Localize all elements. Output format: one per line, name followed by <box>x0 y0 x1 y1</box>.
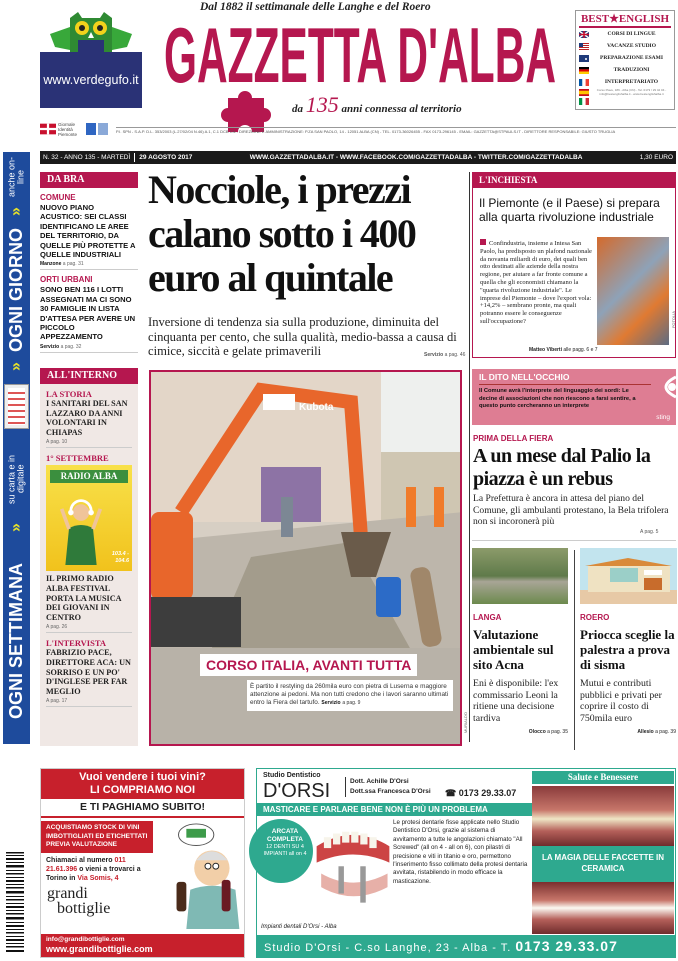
ad-studio-label: Studio Dentistico <box>263 772 321 779</box>
photo-story-text: È partito il restyling da 260mila euro con pietra di Luserna e maggiore attenzione ai pedoni. Ma non tutti credono che i lavori saranno ultimati entro la Fiera del tartufo. Servizio a pag. 9 <box>247 680 453 711</box>
anni-pre: da <box>292 103 303 115</box>
arcata-completa-badge: ARCATA COMPLETA 12 DENTI SU 4 IMPIANTI all on 4 <box>249 819 313 883</box>
best-english-ad[interactable] <box>575 10 675 110</box>
kicker: ORTI URBANI <box>40 275 93 285</box>
teeth-after-photo <box>532 882 674 934</box>
item-page: A pag. 10 <box>46 439 132 448</box>
girl-headphones-illustration <box>58 493 104 568</box>
fisc-logo-icon <box>86 123 108 135</box>
photo-story-source: Servizio <box>321 700 341 707</box>
interno-section <box>40 368 138 746</box>
roero-kicker: ROERO <box>580 613 610 622</box>
interno-item[interactable] <box>46 453 132 633</box>
ad-dentist-caption: Impianti dentali D'Orsi - Alba <box>261 924 337 930</box>
strip-anche-online: anche on-line <box>6 156 26 198</box>
verdegufo-ad[interactable] <box>40 12 142 108</box>
ad-vini-address: Via Somis, 4 <box>77 874 119 882</box>
best-footer-row <box>579 89 671 111</box>
masthead-tagline: Dal 1882 il settimanale delle Langhe e del Roero <box>200 1 431 13</box>
ad-vini-web[interactable]: www.grandibottiglie.com <box>46 944 153 954</box>
inchiesta-header: L'INCHIESTA <box>473 173 675 188</box>
newspaper-logo[interactable] <box>160 16 560 88</box>
eye-icon <box>652 375 676 399</box>
item-title: NUOVO PIANO ACUSTICO: SEI CLASSI IDENTIFICANO LE AREE DEL TERRITORIO, DA QUELLE PIÙ PROTETTE A QUELLE INDUSTRIALI <box>40 203 136 260</box>
column-divider <box>574 550 575 750</box>
column-divider <box>469 172 470 742</box>
kicker: LA STORIA <box>46 389 92 399</box>
da-bra-item[interactable] <box>40 275 138 352</box>
roero-source: Allesio a pag. 39 <box>637 729 676 735</box>
issue-price: 1,30 EURO <box>639 154 674 161</box>
france-flag-icon <box>579 79 589 86</box>
interno-item[interactable] <box>46 389 132 448</box>
interno-header: ALL'INTERNO <box>40 368 138 384</box>
interno-item[interactable] <box>46 638 132 707</box>
item-source: Manzone a pag. 31 <box>40 261 138 270</box>
photo-story-title[interactable]: CORSO ITALIA, AVANTI TUTTA <box>200 654 417 676</box>
ad-vini-phone: 011 21.61.396 <box>46 856 126 873</box>
ad-vini-footer <box>41 934 244 957</box>
strip-ogni-settimana: OGNI SETTIMANA <box>6 563 26 719</box>
chevron-icon: » <box>7 362 25 372</box>
palio-subhead: La Prefettura è ancora in attesa del piano del Comune, gli ambulanti protestano, la Bela trifolera non si incoronerà più <box>473 493 669 527</box>
newspaper-stack-icon <box>4 384 29 429</box>
photo-credit: MURIALDO <box>463 712 468 734</box>
kubota-brand: Kubota <box>299 402 334 413</box>
italy-flag-icon <box>579 98 589 105</box>
radio-alba-image <box>46 465 132 571</box>
palio-page: A pag. 5 <box>640 529 659 535</box>
bullet-square-icon <box>480 239 486 245</box>
ad-vini-line1: Vuoi vendere i tuoi vini? <box>79 771 206 783</box>
excavator-photo <box>149 370 462 648</box>
dito-header: IL DITO NELL'OCCHIO <box>479 372 651 385</box>
langa-story[interactable] <box>473 613 571 735</box>
kicker: L'INTERVISTA <box>46 638 107 649</box>
kicker: 1° SETTEMBRE <box>46 453 109 464</box>
roero-headline: Priocca sceglie la palestra a prova di sisma <box>580 627 675 672</box>
langa-headline: Valutazione ambientale sul sito Acna <box>473 627 554 672</box>
gym-rendering <box>580 548 677 604</box>
inchiesta-credit: FOTOLIA <box>671 311 676 329</box>
palio-headline[interactable]: A un mese dal Palio la piazza è un rebus <box>473 445 651 490</box>
ad-vini-header <box>41 769 244 799</box>
da-bra-item[interactable] <box>40 193 138 270</box>
radio-alba-title: RADIO ALBA <box>50 470 128 483</box>
faccette-band: LA MAGIA DELLE FACCETTE IN CERAMICA <box>532 846 674 882</box>
ad-dentist-logo: D'ORSI <box>263 780 331 802</box>
dito-text: Il Comune avrà l'interprete del linguaggio dei sordi: Le decine di associazioni che non riescono a farsi sentire, a questo punto cercheranno un interprete <box>479 388 636 410</box>
phone-icon: ☎ <box>445 788 457 798</box>
newspaper-logo-wordmark <box>160 16 560 88</box>
legal-info-line: P.I. SPN - S.A.P. D.L. 353/2003 (L.27/02/04 N.46) A.1, C.1 DCB CN - DIREZIONE E AMMINISTRAZIONE: P.ZA SAN PAOLO, 14 - 12051 ALBA (CN) - TEL. 0173-36026455 - FAX 0173-296145 - EMAIL: GAZZETTA@STPAULS.IT - DIRETTORE RESPONSABILE: GIUSTO TRUGLIA <box>116 127 676 140</box>
wine-buying-ad[interactable] <box>40 768 245 958</box>
anniversary-line <box>292 92 462 118</box>
strip-ogni-giorno: OGNI GIORNO <box>6 227 26 352</box>
langa-subhead: Eni è disponibile: l'ex commissario Leoni la ritiene una decisione tardiva <box>473 678 559 724</box>
owl-icon <box>50 12 132 54</box>
ad-doctors: Dott. Achille D'Orsi Dott.ssa Francesca D'Orsi <box>345 777 431 797</box>
inchiesta-box[interactable] <box>472 172 676 358</box>
best-item: INTERPRETARIATO <box>579 77 671 88</box>
ad-dentist-band: MASTICARE E PARLARE BENE NON È PIÙ UN PROBLEMA <box>257 803 532 816</box>
inchiesta-body: Confindustria, insieme a Intesa San Paolo, ha predisposto un plafond nazionale da novanta miliardi di euro, dei quali ben otto destinati alle aziende della nostra regione, per aiutare a far fronte comune a quella che gli economisti chiamano la "quarta rivoluzione industriale". Le imprese del Piemonte – dove l'export vola: +14,2% – sembrano pronte, ma quali potranno essere le conseguenze sull'occupazione? <box>480 240 592 325</box>
langa-kicker: LANGA <box>473 613 502 622</box>
item-title: I SANITARI DEL SAN LAZZARO DA ANNI VOLONTARI IN CHIAPAS <box>46 399 128 437</box>
ad-vini-line2: LI COMPRIAMO NOI <box>89 784 196 796</box>
item-page: A pag. 17 <box>46 698 132 707</box>
salute-benessere-band: Salute e Benessere <box>532 771 674 784</box>
palio-kicker: PRIMA DELLA FIERA <box>473 434 554 443</box>
dentist-ad[interactable] <box>256 768 676 958</box>
ad-dentist-body: Le protesi dentarie fisse applicate nello Studio Dentistico D'Orsi, grazie al sistema di avvitamento a tutte le angolazioni chiamato "All Screwed" (all on 4 - all on 6), con pilastri di precisione e viti in titanio e oro, permettono l'inserimento fisso collimato della protesi dentaria avvitata, ristabilendo in modo efficace la masticazione. <box>393 819 528 885</box>
issue-bar <box>40 151 676 164</box>
roero-story[interactable] <box>580 613 676 735</box>
ad-dentist-footer-phone[interactable]: 0173 29.33.07 <box>515 938 618 954</box>
main-source: Servizio a pag. 46 <box>424 352 466 358</box>
germany-flag-icon <box>579 67 589 74</box>
divider <box>472 540 676 541</box>
us-flag-icon <box>579 43 589 50</box>
best-english-footer: Corso Piave, 186 - Alba (CN) - Tel. 0173 / 29 42 04 - info@bestenglishalba.it - www.bestenglishalba.it <box>596 88 667 96</box>
dental-implant-illustration <box>315 819 391 919</box>
uk-flag-icon <box>579 31 589 38</box>
best-english-title: BEST★ENGLISH <box>579 13 671 28</box>
ad-dentist-phone[interactable]: ☎ 0173 29.33.07 <box>445 788 517 798</box>
svg-text:GAZZETTA D'ALBA: GAZZETTA D'ALBA <box>164 16 556 88</box>
regione-label: Giornale Identità Piemonte <box>58 121 78 137</box>
spain-flag-icon <box>579 89 589 96</box>
old-man-wine-illustration <box>166 821 244 929</box>
barcode <box>2 850 28 955</box>
best-item: TRADUZIONI <box>579 65 671 76</box>
ad-vini-email[interactable]: info@grandibottiglie.com <box>46 936 125 943</box>
roero-subhead: Mutui e contributi pubblici e privati per coprire il costo di 750mila euro <box>580 678 662 724</box>
inchiesta-source: Matteo Viberti alle pagg. 6 e 7 <box>529 347 598 353</box>
kicker: COMUNE <box>40 193 76 202</box>
ad-vini-box: ACQUISTIAMO STOCK DI VINI IMBOTTIGLIATI ED ETICHETTATI PREVIA VALUTAZIONE <box>41 821 153 853</box>
langa-source: Olocco a pag. 35 <box>528 729 568 735</box>
main-headline[interactable]: Nocciole, i prezzi calano sotto i 400 euro al quintale <box>148 167 416 300</box>
robots-photo <box>597 237 669 345</box>
australia-flag-icon <box>579 55 589 62</box>
inchiesta-title: Il Piemonte (e il Paese) si prepara alla quarta rivoluzione industriale <box>479 196 660 224</box>
dito-nell-occhio-box <box>472 369 676 425</box>
acna-site-photo <box>472 548 568 604</box>
da-bra-section <box>40 172 138 362</box>
main-subhead: Inversione di tendenza sia sulla produzione, diminuita del cinquanta per cento, che sulla qualità, medio-bassa a causa di cimice, siccità e gelate primaverili <box>148 315 457 358</box>
anni-number: 135 <box>305 92 339 117</box>
da-bra-header: DA BRA <box>40 172 138 188</box>
best-item: PREPARAZIONE ESAMI <box>579 53 671 64</box>
ad-vini-line3: E TI PAGHIAMO SUBITO! <box>41 799 244 818</box>
chevron-icon: » <box>7 207 25 217</box>
vertical-promo-strip <box>3 152 30 744</box>
verdegufo-url: www.verdegufo.it <box>40 52 142 108</box>
item-source: Servizio a pag. 32 <box>40 344 138 353</box>
teeth-before-photo <box>532 786 674 846</box>
ad-dentist-footer: Studio D'Orsi - C.so Langhe, 23 - Alba - T. 0173 29.33.07 <box>257 935 675 957</box>
chevron-icon: » <box>7 523 25 533</box>
item-title: SONO BEN 116 I LOTTI ASSEGNATI MA CI SONO 30 FAMIGLIE IN LISTA D'ATTESA PER AVERE UN PICCOLO APPEZZAMENTO <box>40 285 136 342</box>
web-links[interactable]: WWW.GAZZETTADALBA.IT - WWW.FACEBOOK.COM/GAZZETTADALBA - TWITTER.COM/GAZZETTADALBA <box>249 154 583 161</box>
item-page: A pag. 26 <box>46 624 132 633</box>
radio-frequency: 103.4 - 104.6 <box>111 551 129 565</box>
best-item: CORSI DI LINGUE <box>579 29 671 40</box>
anni-post: anni connessa al territorio <box>341 103 462 115</box>
item-title: IL PRIMO RADIO ALBA FESTIVAL PORTA LA MUSICA DEI GIOVANI IN CENTRO <box>46 574 122 622</box>
best-item: VACANZE STUDIO <box>579 41 671 52</box>
regione-piemonte-logo <box>40 122 114 136</box>
dito-signature: sting <box>656 414 670 421</box>
item-title: FABRIZIO PACE, DIRETTORE ACA: UN SORRISO E UN PO' D'INGLESE PER FAR MEGLIO <box>46 648 131 696</box>
issue-date: 29 AGOSTO 2017 <box>139 154 193 161</box>
grandi-bottiglie-logo: grandi bottiglie <box>47 884 111 917</box>
issue-number: N. 32 - ANNO 135 - MARTEDÌ <box>43 154 131 161</box>
piemonte-flag-icon <box>40 123 56 135</box>
ad-vini-contact: Chiamaci al numero 011 21.61.396 o vieni a trovarci a Torino in Via Somis, 4 <box>46 856 141 882</box>
strip-su-carta: su carta e in digitale <box>6 454 26 504</box>
